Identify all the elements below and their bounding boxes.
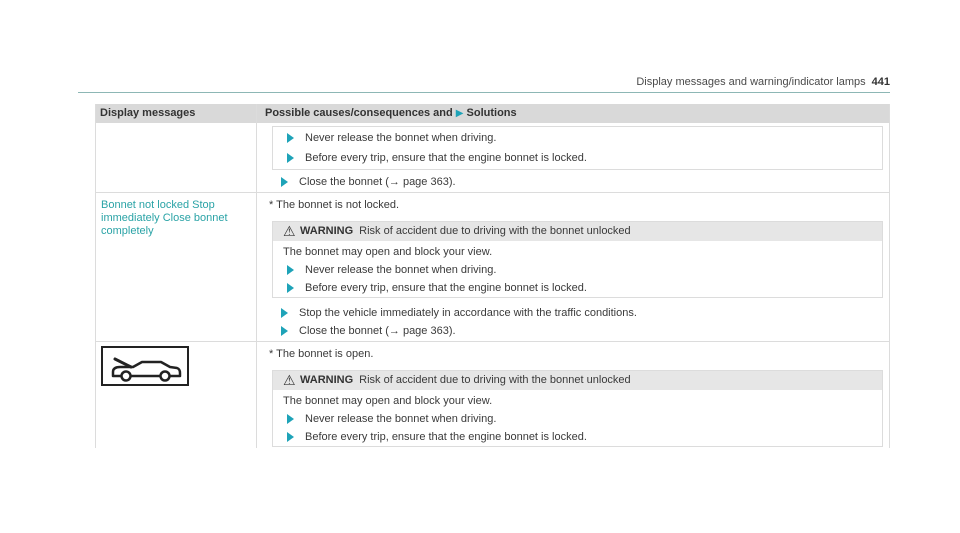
bullet-icon bbox=[287, 265, 294, 275]
open-bonnet-icon bbox=[101, 346, 189, 386]
col-header-solutions-label: Solutions bbox=[466, 107, 517, 119]
message-line: Bonnet not locked Stop bbox=[101, 199, 215, 211]
col-header-causes bbox=[265, 107, 517, 119]
action-item: Stop the vehicle immediately in accordance with the traffic conditions. bbox=[299, 307, 637, 319]
table-left-border bbox=[95, 104, 96, 448]
row-divider bbox=[95, 192, 890, 193]
header-title: Display messages and warning/indicator lamps bbox=[636, 76, 866, 88]
bullet-icon bbox=[281, 326, 288, 336]
warning-description: The bonnet may open and block your view. bbox=[283, 395, 493, 407]
warning-heading bbox=[300, 225, 631, 237]
warning-label: WARNING bbox=[300, 225, 354, 237]
box-item: Before every trip, ensure that the engine bonnet is locked. bbox=[305, 152, 587, 164]
page-header bbox=[620, 76, 890, 90]
warning-triangle-icon: ⚠ bbox=[283, 223, 296, 239]
table-header bbox=[95, 104, 890, 123]
warning-box bbox=[272, 221, 883, 298]
col-header-messages: Display messages bbox=[100, 107, 196, 119]
warning-label: WARNING bbox=[300, 374, 354, 386]
bullet-icon bbox=[281, 177, 288, 187]
display-messages-table bbox=[95, 104, 890, 448]
action-item[interactable]: Close the bonnet (→ page 363). bbox=[299, 325, 456, 337]
box-item: Never release the bonnet when driving. bbox=[305, 264, 497, 276]
action-item[interactable]: Close the bonnet (→ page 363). bbox=[299, 176, 456, 188]
cause-text: * The bonnet is open. bbox=[269, 348, 374, 360]
row-divider bbox=[95, 341, 890, 342]
warning-text: Risk of accident due to driving with the bonnet unlocked bbox=[359, 374, 631, 386]
warning-bar bbox=[273, 222, 882, 241]
warning-heading bbox=[300, 374, 631, 386]
box-item: Before every trip, ensure that the engine bonnet is locked. bbox=[305, 431, 587, 443]
safety-box-row0 bbox=[272, 126, 883, 170]
header-rule bbox=[78, 92, 890, 93]
bullet-icon bbox=[281, 308, 288, 318]
bullet-icon bbox=[287, 283, 294, 293]
bullet-icon bbox=[287, 414, 294, 424]
warning-text: Risk of accident due to driving with the bonnet unlocked bbox=[359, 225, 631, 237]
page-number: 441 bbox=[871, 76, 890, 88]
table-right-border bbox=[889, 104, 890, 448]
warning-bar bbox=[273, 371, 882, 390]
bullet-icon bbox=[287, 133, 294, 143]
warning-triangle-icon: ⚠ bbox=[283, 372, 296, 388]
box-item: Never release the bonnet when driving. bbox=[305, 132, 497, 144]
bullet-icon bbox=[287, 153, 294, 163]
col-header-causes-label: Possible causes/consequences and bbox=[265, 107, 453, 119]
warning-description: The bonnet may open and block your view. bbox=[283, 246, 493, 258]
warning-box bbox=[272, 370, 883, 447]
column-divider bbox=[256, 104, 257, 448]
solution-arrow-icon: ▶ bbox=[455, 108, 464, 119]
cause-text: * The bonnet is not locked. bbox=[269, 199, 400, 211]
message-line: completely bbox=[101, 225, 154, 237]
box-item: Before every trip, ensure that the engine bonnet is locked. bbox=[305, 282, 587, 294]
box-item: Never release the bonnet when driving. bbox=[305, 413, 497, 425]
bullet-icon bbox=[287, 432, 294, 442]
message-line: immediately Close bonnet bbox=[101, 212, 228, 224]
